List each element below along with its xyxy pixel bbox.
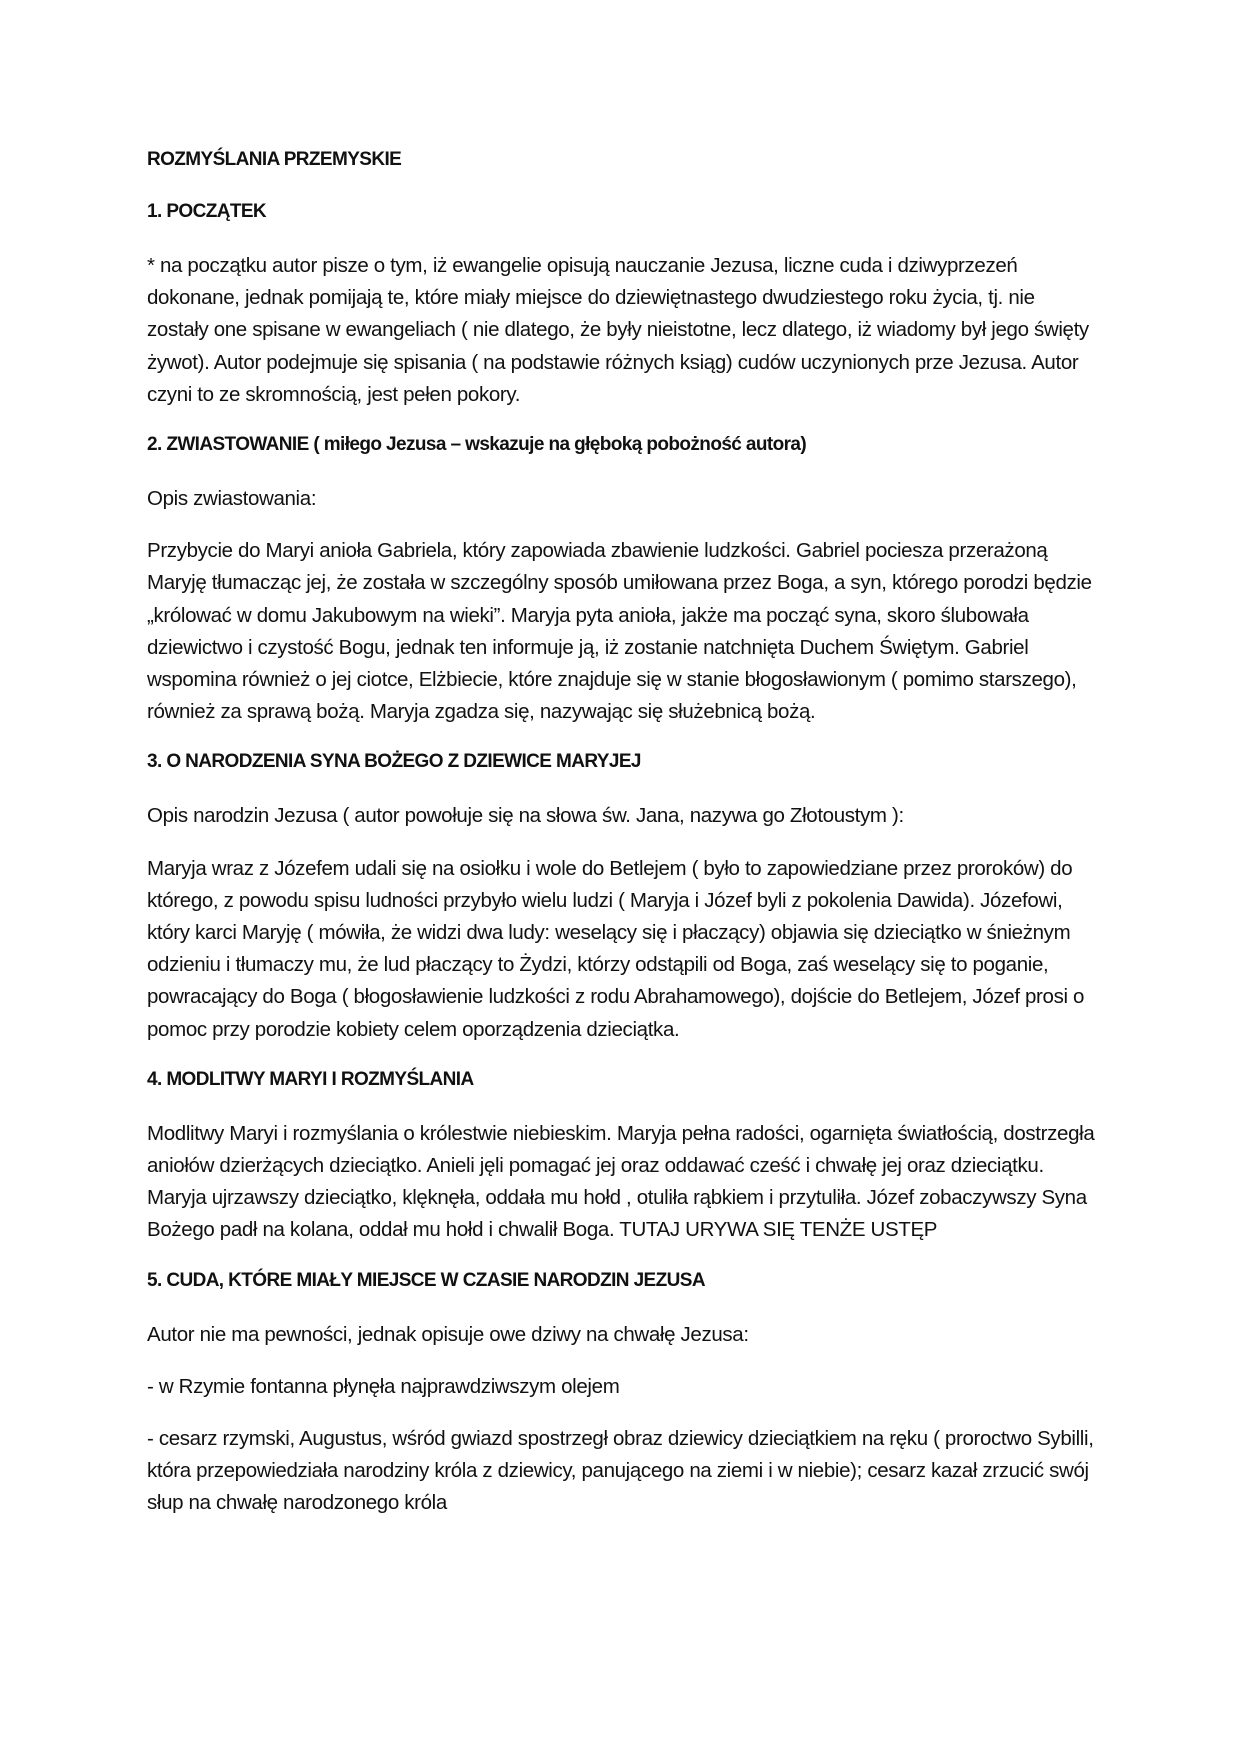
paragraph: Modlitwy Maryi i rozmyślania o królestwie niebieskim. Maryja pełna radości, ogarnięta światłością, dostrzegła aniołów dzierżących dzieciątko. Anieli jęli pomagać jej oraz oddawać cześć i chwałę jej oraz dzieciątku. Maryja ujrzawszy dzieciątko, klęknęła, oddała mu hołd , otuliła rąbkiem i przytuliła. Józef zobaczywszy Syna Bożego padł na kolana, oddał mu hołd i chwalił Boga. TUTAJ URYWA SIĘ TENŻE USTĘP <box>147 1121 1095 1242</box>
section-heading: 1. POCZĄTEK <box>147 201 267 222</box>
list-item: - cesarz rzymski, Augustus, wśród gwiazd spostrzegł obraz dziewicy dzieciątkiem na ręku ( proroctwo Sybilli, która przepowiedziała narodziny króla z dziewicy, panującego na ziemi i w niebie); cesarz kazał zrzucić swój słup na chwałę narodzonego króla <box>147 1427 1094 1515</box>
paragraph: Przybycie do Maryi anioła Gabriela, który zapowiada zbawienie ludzkości. Gabriel pociesza przerażoną Maryję tłumacząc jej, że została w szczególny sposób umiłowana przez Boga, a syn, którego porodzi będzie „królować w domu Jakubowym na wieki”. Maryja pyta anioła, jakże ma począć syna, skoro ślubowała dziewictwo i czystość Bogu, jednak ten informuje ją, iż zostanie natchnięta Duchem Świętym. Gabriel wspomina również o jej ciotce, Elżbiecie, które znajduje się w stanie błogosławionym ( pomimo starszego), również za sprawą bożą. Maryja zgadza się, nazywając się służebnicą bożą. <box>147 539 1092 724</box>
list-item: - w Rzymie fontanna płynęła najprawdziwszym olejem <box>147 1374 620 1398</box>
document-title: ROZMYŚLANIA PRZEMYSKIE <box>147 149 402 170</box>
document-page <box>147 146 1097 1540</box>
paragraph: Autor nie ma pewności, jednak opisuje owe dziwy na chwałę Jezusa: <box>147 1322 749 1346</box>
section-heading: 5. CUDA, KTÓRE MIAŁY MIEJSCE W CZASIE NARODZIN JEZUSA <box>147 1269 705 1291</box>
section-heading: 2. ZWIASTOWANIE ( miłego Jezusa – wskazuje na głęboką pobożność autora) <box>147 434 807 456</box>
section-heading: 4. MODLITWY MARYI I ROZMYŚLANIA <box>147 1068 474 1090</box>
paragraph: Maryja wraz z Józefem udali się na osiołku i wole do Betlejem ( było to zapowiedziane przez proroków) do którego, z powodu spisu ludności przybyło wielu ludzi ( Maryja i Józef byli z pokolenia Dawida). Józefowi, który karci Maryję ( mówiła, że widzi dwa ludy: weselący się i płaczący) objawia się dzieciątko w śnieżnym odzieniu i tłumaczy mu, że lud płaczący to Żydzi, którzy odstąpili od Boga, zaś weselący się to poganie, powracający do Boga ( błogosławienie ludzkości z rodu Abrahamowego), dojście do Betlejem, Józef prosi o pomoc przy porodzie kobiety celem oporządzenia dzieciątka. <box>147 856 1085 1041</box>
paragraph: * na początku autor pisze o tym, iż ewangelie opisują nauczanie Jezusa, liczne cuda i dziwyprzezeń dokonane, jednak pomijają te, które miały miejsce do dziewiętnastego dwudziestego roku życia, tj. nie zostały one spisane w ewangeliach ( nie dlatego, że były nieistotne, lecz dlatego, iż wiadomy był jego święty żywot). Autor podejmuje się spisania ( na podstawie różnych ksiąg) cudów uczynionych prze Jezusa. Autor czyni to ze skromnością, jest pełen pokory. <box>147 254 1089 406</box>
paragraph: Opis zwiastowania: <box>147 487 317 511</box>
section-heading: 3. O NARODZENIA SYNA BOŻEGO Z DZIEWICE MARYJEJ <box>147 751 641 773</box>
paragraph: Opis narodzin Jezusa ( autor powołuje się na słowa św. Jana, nazywa go Złotoustym ): <box>147 804 904 828</box>
